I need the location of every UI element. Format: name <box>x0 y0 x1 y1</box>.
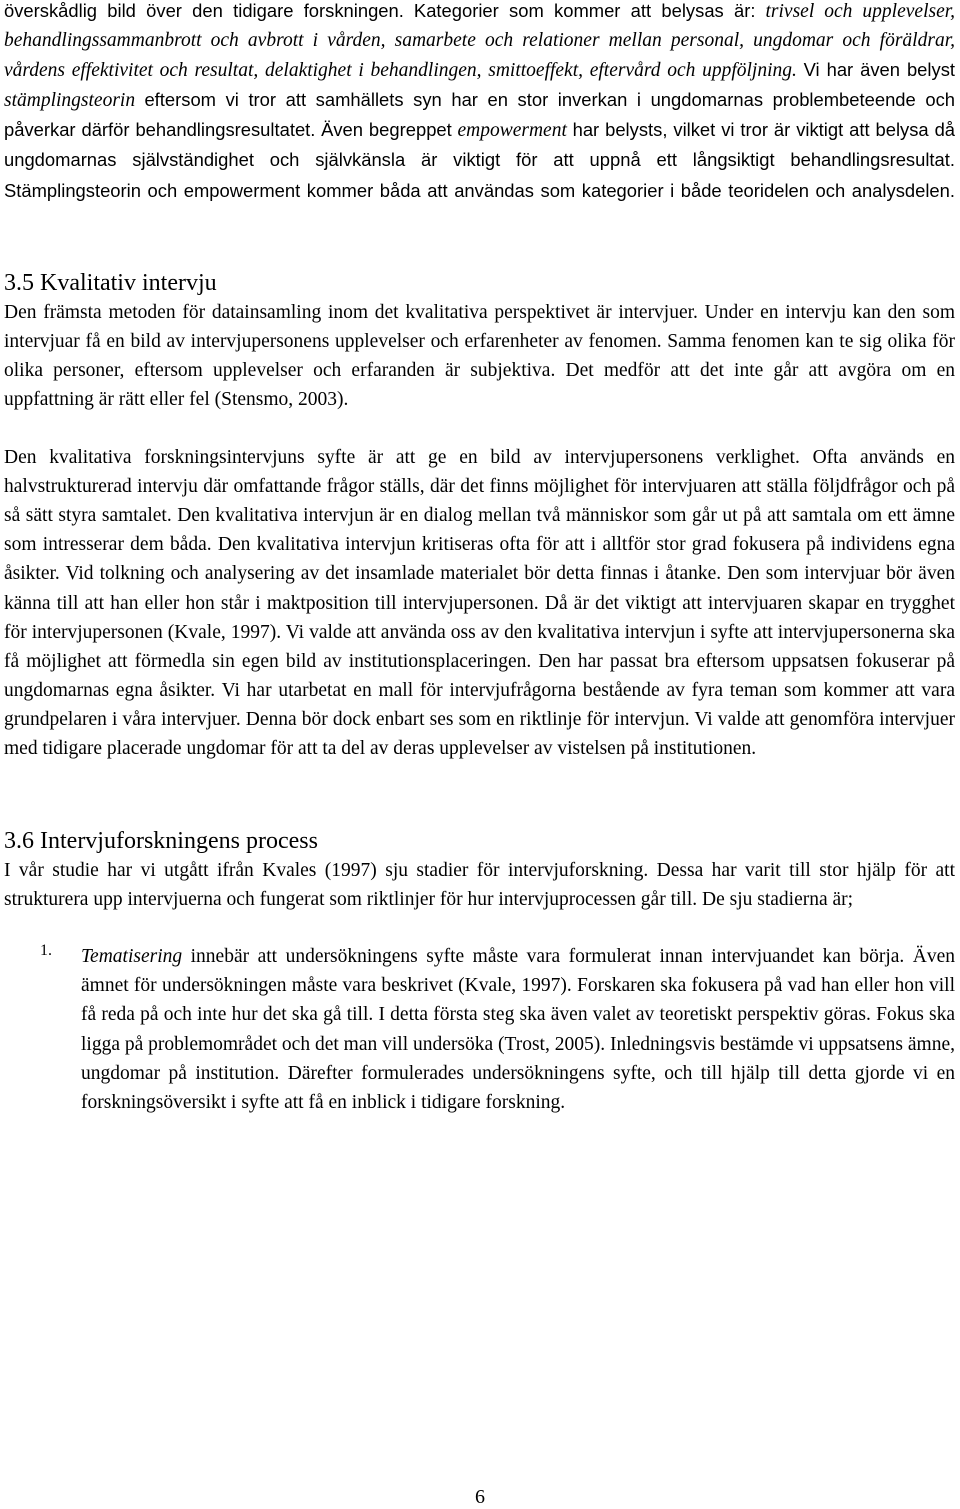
intro-text: har belysts, vilket vi tror är viktigt att belysa då ungdomarnas självständighet och självkänsla är viktigt för att uppnå ett långsiktigt behandlingsresultat. <box>4 119 956 171</box>
term-empowerment: empowerment <box>457 120 567 142</box>
section-title: Kvalitativ intervju <box>40 269 217 296</box>
intro-categories: trivsel och upplevelser, behandlingssammanbrott och avbrott i vården, samarbete och relationer mellan personal, ungdomar och föräldrar, vårdens effektivitet och resultat, delaktighet i behandlingen, smittoeffekt, eftervård och uppföljning. <box>4 1 956 82</box>
intro-text: eftersom vi tror att samhällets syn har en stor inverkan i ungdomarnas problembeteende och påverkar därför behandlingsresultatet. <box>4 89 956 141</box>
list-item <box>4 942 955 1117</box>
document-page <box>4 0 955 1133</box>
list-item-text <box>81 942 955 1117</box>
intro-text: Stämplingsteorin och empowerment kommer båda att användas som kategorier i både teoridelen och analysdelen. <box>4 179 955 201</box>
paragraph: I vår studie har vi utgått ifrån Kvales (1997) sju stadier för intervjuforskning. Dessa har varit till stor hjälp för att strukturera upp intervjuerna och fungerat som riktlinjer för hur intervjuprocessen går till. De sju stadierna är; <box>4 860 955 911</box>
term-stamplingsteorin: stämplingsteorin <box>4 90 136 112</box>
term-tematisering: Tematisering <box>81 946 183 968</box>
section-heading-3-6 <box>4 826 955 856</box>
page-number: 6 <box>475 1486 485 1508</box>
intro-text: Även begreppet <box>321 119 452 141</box>
stages-list <box>4 942 955 1117</box>
intro-text: Kategorier som kommer att belysas är: <box>413 0 756 21</box>
section-heading-3-5 <box>4 268 955 298</box>
paragraph: Den främsta metoden för datainsamling inom det kvalitativa perspektivet är intervjuer. Under en intervju kan den som intervjuar få en bild av intervjupersonens upplevelser och erfarenheter av fenomen. Samma fenomen kan te sig olika för olika personer, eftersom upplevelser och erfaranden är subjektiva. Det medför att det inte går att avgöra om en uppfattning är rätt eller fel (Stensmo, 2003). <box>4 301 955 410</box>
intro-text: överskådlig bild över den tidigare forskningen. <box>4 0 404 21</box>
list-item-body: innebär att undersökningens syfte måste vara formulerat innan intervjuandet kan börja. Även ämnet för undersökningen måste vara beskrivet (Kvale, 1997). Forskaren ska fokusera på vad han eller hon vill få reda på och inte hur det ska gå till. I detta första steg ska även valet av teoretiskt perspektiv göras. Fokus ska ligga på problemområdet och det man vill undersöka (Trost, 2005). Inledningsvis bestämde vi uppsatsens ämne, ungdomar på institution. Därefter formulerades undersökningens syfte, och till hjälp till detta gjorde vi en forskningsöversikt i syfte att få en inblick i tidigare forskning. <box>81 946 955 1113</box>
intro-line <box>4 0 955 206</box>
section-number: 3.5 <box>4 269 34 296</box>
section-number: 3.6 <box>4 828 34 855</box>
intro-text: Vi har även belyst <box>803 59 956 81</box>
paragraph-gap <box>4 414 955 443</box>
list-number: 1. <box>40 942 52 960</box>
paragraph: Den kvalitativa forskningsintervjuns syfte är att ge en bild av intervjupersonens verklighet. Ofta används en halvstrukturerad intervju där omfattande frågor ställs, där det finns möjlighet för intervjuaren att ställa följdfrågor och på så sätt styra samtalet. Den kvalitativa intervjun är en dialog mellan två människor som går ut på att samtala om ett ämne som intresserar dem båda. Den kvalitativa intervjun kritiseras ofta för att i alltför stor grad fokusera på individens egna åsikter. Vid tolkning och analysering av det insamlade materialet bör detta finnas i åtanke. Den som intervjuar bör även känna till att han eller hon står i maktposition till intervjupersonen. Då är det viktigt att intervjuaren skapar en trygghet för intervjupersonen (Kvale, 1997). Vi valde att använda oss av den kvalitativa intervjun i syfte att intervjupersonerna ska få möjlighet att förmedla sin egen bild av institutionsplaceringen. Den har passat bra eftersom uppsatsen fokuserar på ungdomarnas egna åsikter. Vi har utarbetat en mall för intervjufrågorna bestående av fyra teman som kommer att vara grundpelaren i våra intervjuer. Denna bör dock enbart ses som en riktlinje för intervjun. Vi valde att genomföra intervjuer med tidigare placerade ungdomar för att ta del av deras upplevelser av vistelsen på institutionen. <box>4 447 955 759</box>
intro-paragraph <box>4 0 955 206</box>
section-title: Intervjuforskningens process <box>40 828 318 855</box>
